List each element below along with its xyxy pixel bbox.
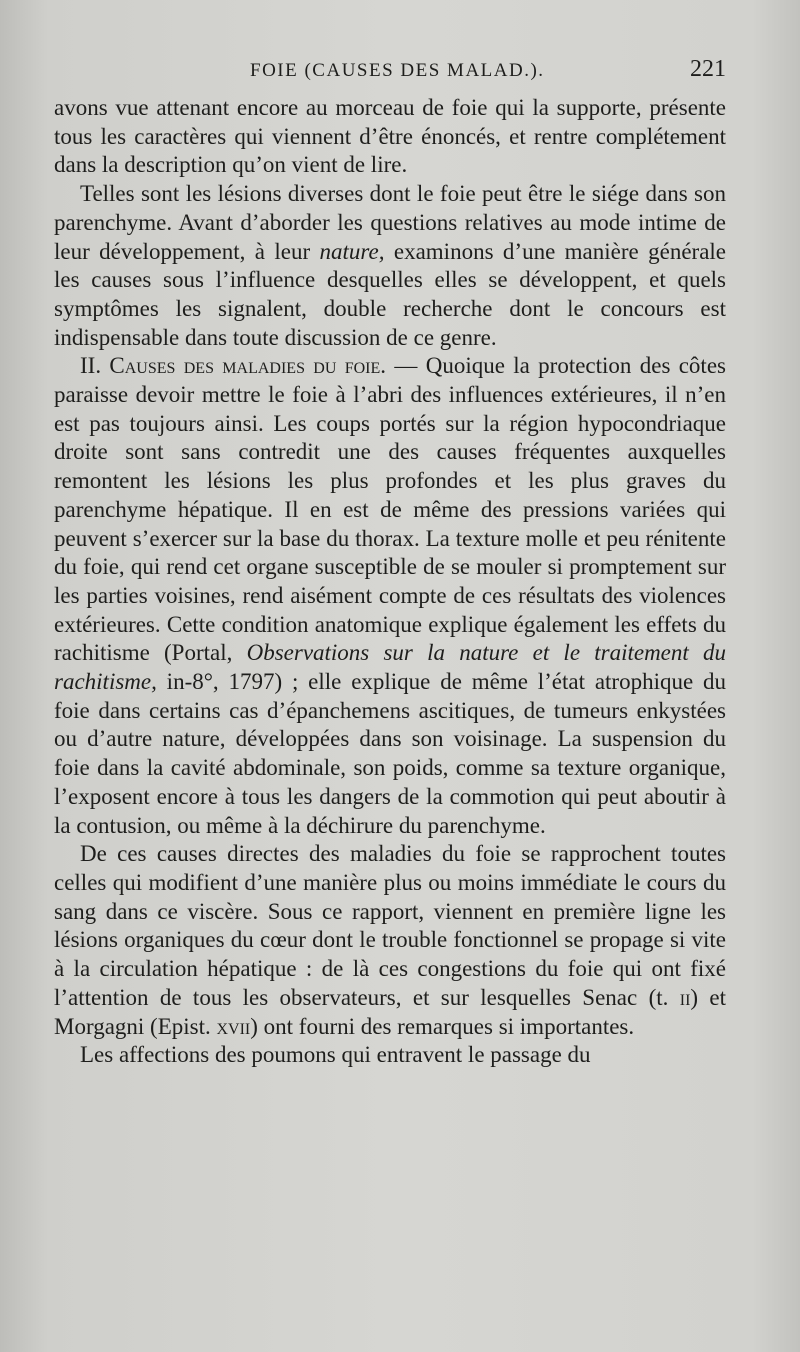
paragraph-lungs — [54, 1041, 726, 1070]
paragraph-text: examinons d’une manière générale les causes sous l’influence desquelles elles se développent, et quels symptômes les signalent, double recherche dont le concours est indispensable dans toute discussion de ce genre. — [54, 238, 726, 350]
body-text — [54, 94, 726, 1070]
paragraph-continuation — [54, 94, 726, 180]
page-number: 221 — [690, 56, 726, 82]
epistle-numeral: xvii — [216, 1013, 251, 1039]
section-heading: II. Causes des maladies du foie. — — [80, 353, 418, 379]
page-header — [0, 56, 800, 90]
paragraph-text: De ces causes directes des maladies du foie se rapprochent toutes celles qui modifient d’une manière plus ou moins immédiate le cours du sang dans ce viscère. Sous ce rapport, viennent en première ligne les lésions organiques du cœur dont le trouble fonctionnel se propage si vite à la circulation hépatique : de là ces congestions du foie qui ont fixé l’attention de tous les observateurs, et sur lesquelles Senac (t. — [54, 841, 726, 1010]
paragraph-text: ) et Morgagni (Epist. — [54, 984, 726, 1039]
italic-term: nature, — [319, 238, 385, 264]
paragraph-text: Quoique la protection des côtes paraisse devoir mettre le foie à l’abri des influences extérieures, il n’en est pas toujours ainsi. Les coups portés sur la région hypocondriaque droite sont sans contredit une des causes fréquentes auxquelles remontent les lésions les plus profondes et les plus graves du parenchyme hépatique. Il en est de même des pressions variées qui peuvent s’exercer sur la base du thorax. La texture molle et peu rénitente du foie, qui rend cet organe susceptible de se mouler si promptement sur les parties voisines, rend aisément compte de ces résultats des violences extérieures. Cette condition anatomique explique également les effets du rachitisme (Portal, — [54, 353, 726, 666]
italic-citation: Observations sur la nature et le traitement du rachitisme, — [54, 640, 726, 695]
paragraph-text: Telles sont les lésions diverses dont le foie peut être le siége dans son parenchyme. Avant d’aborder les questions relatives au mode intime de leur développement, à leur — [54, 181, 726, 264]
paragraph-text: avons vue attenant encore au morceau de foie qui la supporte, présente tous les caractères qui viennent d’être énoncés, et rentre complétement dans la description qu’on vient de lire. — [54, 95, 726, 178]
paragraph-text: ) ont fourni des remarques si importantes. — [250, 1013, 635, 1039]
running-head: FOIE (CAUSES DES MALAD.). — [250, 60, 545, 81]
paragraph-text: in-8°, 1797) ; elle explique de même l’état atrophique du foie dans certains cas d’épanchemens ascitiques, de tumeurs enkystées ou d’autre nature, développées dans son voisinage. La suspension du foie dans la cavité abdominale, son poids, comme sa texture organique, l’exposent encore à tous les dangers de la commotion qui peut aboutir à la contusion, ou même à la déchirure du parenchyme. — [54, 669, 726, 838]
paragraph-causes — [54, 352, 726, 840]
paragraph-circulation — [54, 840, 726, 1041]
paragraph-lesions — [54, 180, 726, 352]
paragraph-text: Les affections des poumons qui entravent le passage du — [80, 1042, 591, 1068]
volume-numeral: ii — [679, 984, 691, 1010]
